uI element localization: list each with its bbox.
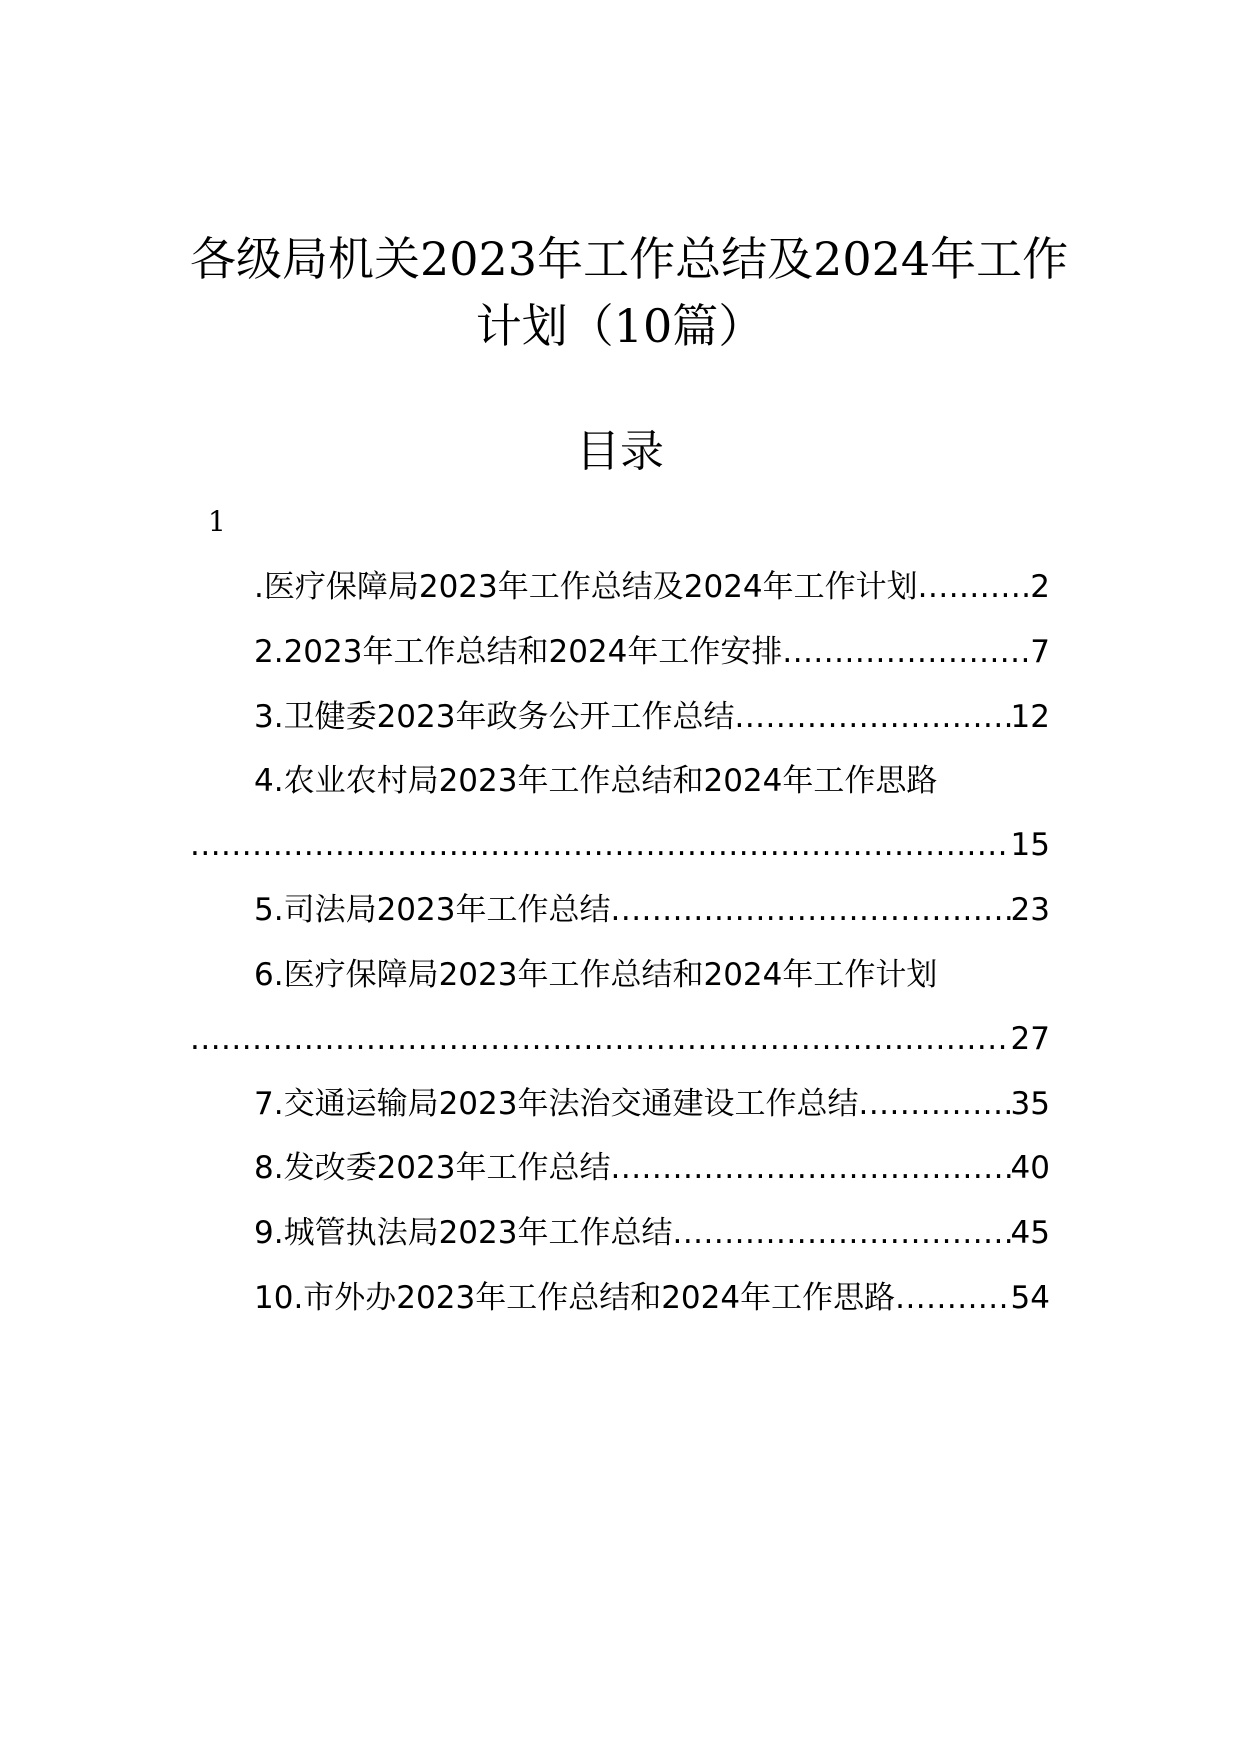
toc-leader-dots: [610, 1146, 1010, 1190]
toc-entry-label: 6.医疗保障局2023年工作总结和2024年工作计划: [254, 957, 938, 993]
toc-entry-page: 15: [1010, 827, 1050, 863]
toc-entry-5[interactable]: [254, 888, 1050, 932]
toc-entry-page: 2: [1030, 569, 1050, 605]
toc-heading: 目录: [576, 426, 664, 477]
toc-leader-dots: [190, 823, 1011, 867]
toc-entry-label: .医疗保障局2023年工作总结及2024年工作计划: [254, 569, 918, 605]
toc-entry-7[interactable]: [254, 1082, 1050, 1126]
toc-leader-dots: [610, 888, 1010, 932]
toc-entry-label: 5.司法局2023年工作总结: [254, 892, 611, 928]
toc-leader-dots: [672, 1211, 1010, 1255]
toc-entry-label: 4.农业农村局2023年工作总结和2024年工作思路: [254, 763, 938, 799]
toc-leader-dots: [918, 565, 1031, 609]
toc-leader-dots: [858, 1082, 1010, 1126]
toc-entry-page: 35: [1010, 1086, 1050, 1122]
toc-entry-page: 12: [1010, 699, 1050, 735]
toc-leader-dots: [782, 630, 1030, 674]
toc-entry-label: 2.2023年工作总结和2024年工作安排: [254, 634, 783, 670]
toc-entry-page: 54: [1010, 1280, 1050, 1316]
toc-leader-dots: [734, 695, 1010, 739]
toc-entry-9[interactable]: [254, 1211, 1050, 1255]
toc-entry-page: 45: [1010, 1215, 1050, 1251]
toc-entry-label: 9.城管执法局2023年工作总结: [254, 1215, 673, 1251]
toc-entry-1[interactable]: [254, 565, 1050, 609]
stray-number: 1: [208, 505, 226, 538]
toc-entry-3[interactable]: [254, 695, 1050, 739]
toc-leader-dots: [190, 1017, 1011, 1061]
toc-entry-8[interactable]: [254, 1146, 1050, 1190]
toc-entry-4[interactable]: [254, 759, 1050, 803]
toc-leader-dots: [895, 1276, 1010, 1320]
document-title-line-1: 各级局机关2023年工作总结及2024年工作: [190, 232, 1069, 286]
toc-entry-label: 3.卫健委2023年政务公开工作总结: [254, 699, 735, 735]
document-title-line-2: 计划（10篇）: [475, 299, 765, 353]
toc-entry-page: 23: [1010, 892, 1050, 928]
toc-entry-10[interactable]: [254, 1276, 1050, 1320]
toc-entry-page: 27: [1010, 1021, 1050, 1057]
toc-entry-label: 8.发改委2023年工作总结: [254, 1150, 611, 1186]
toc-entry-6[interactable]: [254, 953, 1050, 997]
toc-entry-6-continuation[interactable]: [190, 1017, 1050, 1061]
toc-entry-4-continuation[interactable]: [190, 823, 1050, 867]
toc-entry-label: 10.市外办2023年工作总结和2024年工作思路: [254, 1280, 896, 1316]
toc-entry-page: 40: [1010, 1150, 1050, 1186]
toc-entry-page: 7: [1030, 634, 1050, 670]
toc-entry-label: 7.交通运输局2023年法治交通建设工作总结: [254, 1086, 859, 1122]
toc-entry-2[interactable]: [254, 630, 1050, 674]
